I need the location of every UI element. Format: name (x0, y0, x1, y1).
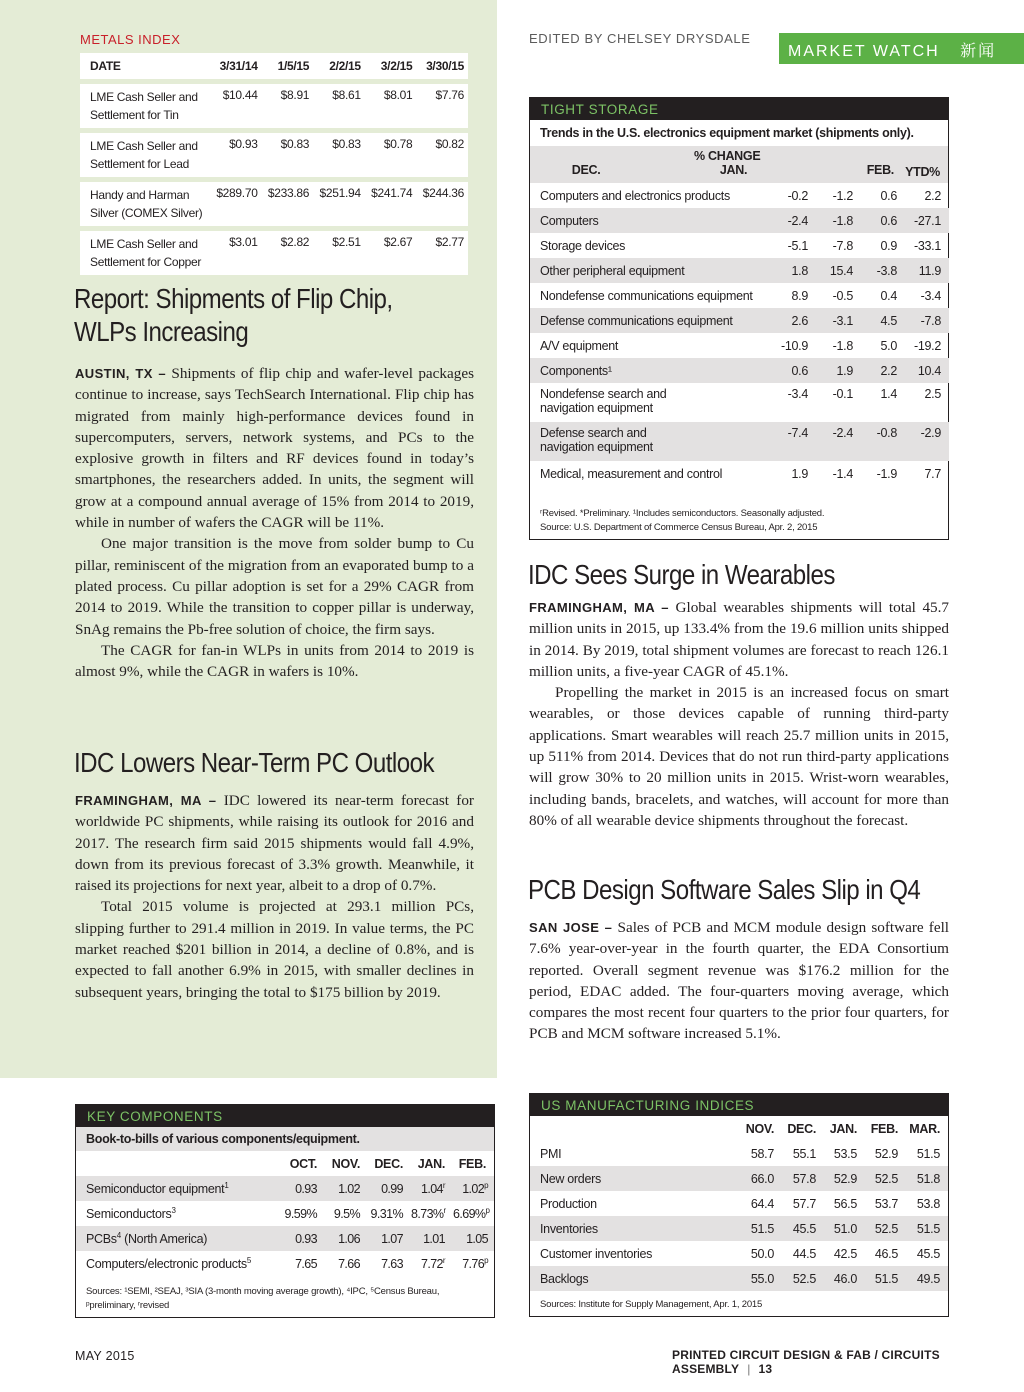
table-source: Source: U.S. Department of Commerce Census Bureau, Apr. 2, 2015 (540, 522, 818, 533)
table-cell: 51.5 (916, 1146, 940, 1161)
table-cell (407, 1226, 449, 1251)
table-title-bar: US MANUFACTURING INDICES (530, 1094, 948, 1116)
table-source: Sources: ¹SEMI, ²SEAJ, ³SIA (3-month moving average growth), ⁴IPC, ⁵Census Bureau, (86, 1286, 440, 1297)
table-title-bar: KEY COMPONENTS (76, 1105, 494, 1127)
row-label: Components¹ (530, 358, 758, 383)
table-cell: -2.9 (901, 422, 949, 461)
table-row (530, 308, 949, 333)
row-label-text: Semiconductor equipment (86, 1182, 225, 1197)
paragraph (75, 363, 474, 533)
row-label: Defense search and navigation equipment (530, 422, 758, 461)
footnote-marker: 4 (116, 1230, 121, 1240)
table-cell (449, 1176, 494, 1201)
table-cell: 55.1 (792, 1146, 816, 1161)
paragraph: Propelling the market in 2015 is an increased focus on smart wearables, or those devices capable of running third-party applications. Smart wearables will reach 25.7 million units in 2015, up 511% from 2014. Devices that do not run third-party applications will grow 30% to 20 million units in 2015. Wrist-worn wearables, including bands, bracelets, and watches, will account for more than 80% of all wearable device shipments throughout the forecast. (529, 684, 949, 829)
table-header-row (530, 146, 948, 183)
metals-cell: $0.82 (416, 128, 468, 177)
table-cell (449, 1226, 494, 1251)
table-cell: 0.4 (880, 288, 897, 303)
metals-header-cell: DATE (80, 53, 210, 79)
article-flip-chip-headline (74, 282, 393, 348)
table-cell: 56.5 (833, 1196, 857, 1211)
row-label: PMI (540, 1146, 562, 1161)
row-label: Computers (530, 208, 758, 233)
dateline: AUSTIN, TX – (75, 366, 166, 381)
cell-value: 7.65 (295, 1256, 317, 1271)
row-label: Medical, measurement and control (540, 466, 723, 481)
table-row (530, 383, 949, 422)
table-cell: 11.9 (901, 258, 949, 283)
cell-value: 9.59% (284, 1206, 317, 1221)
table-cell: -1.9 (876, 466, 897, 481)
table-cell: -2.4 (812, 422, 857, 461)
table-row (530, 258, 949, 283)
table-row (530, 1241, 948, 1266)
table-cell: 51.5 (734, 1216, 778, 1241)
table-cell: 1.8 (758, 258, 812, 283)
row-label: Computers and electronics products (540, 188, 730, 203)
metals-header-row (80, 53, 468, 79)
cell-value: 8.73% (411, 1207, 444, 1222)
table-cell: 45.5 (916, 1246, 940, 1261)
page-number: 13 (758, 1362, 773, 1376)
cell-status-marker: r (443, 1205, 446, 1215)
metals-row-label: LME Cash Seller and Settlement for Lead (80, 128, 210, 177)
table-row (530, 422, 949, 461)
table-cell: -7.4 (758, 422, 812, 461)
table-cell: -0.1 (832, 387, 853, 401)
table-row (530, 1266, 948, 1291)
table-row (530, 358, 949, 383)
table-cell: 66.0 (734, 1166, 778, 1191)
table-cell: 53.7 (874, 1196, 898, 1211)
row-label: Other peripheral equipment (530, 258, 758, 283)
table-cell: 2.6 (758, 308, 812, 333)
row-label: Production (540, 1196, 597, 1211)
table-cell: 52.5 (861, 1166, 902, 1191)
table-notes (530, 1298, 948, 1312)
metals-cell: $2.67 (365, 226, 417, 275)
table-notes (76, 1285, 494, 1313)
metals-header-cell: 1/5/15 (262, 53, 314, 79)
cell-value: 0.99 (381, 1181, 403, 1196)
footnote-marker: 1 (224, 1180, 229, 1190)
table-cell: -3.8 (857, 258, 901, 283)
metals-cell: $289.70 (210, 177, 262, 226)
table-cell (272, 1251, 321, 1276)
table-cell: 42.5 (833, 1246, 857, 1261)
metals-header-cell: 3/2/15 (365, 53, 417, 79)
paragraph-text: IDC lowered its near-term forecast for worldwide PC shipments, while raising its outlook for 2016 and 2017. The research firm said 2015 shipments would fall 4.9%, down from its previous forecast of 3.3% growth. Meanwhile, it raised its projections for next year, albeit to a drop of 0.7%. (75, 792, 474, 895)
col-header: JAN. (719, 163, 748, 177)
table-cell: -5.1 (787, 238, 808, 253)
metals-row (80, 128, 468, 177)
table-cell (407, 1201, 449, 1226)
row-label-text: Computers/electronic products (86, 1257, 247, 1272)
table-row (530, 333, 949, 358)
cell-status-marker: r (442, 1180, 445, 1190)
table-title-bar: TIGHT STORAGE (530, 98, 948, 120)
table-cell: 55.0 (734, 1266, 778, 1291)
article-pc-outlook-body (75, 790, 474, 1003)
metals-cell: $8.61 (313, 79, 365, 128)
paragraph: The CAGR for fan-in WLPs in units from 2014 to 2019 is almost 9%, while the CAGR in wafers is 10%. (75, 641, 474, 681)
col-header: JAN. (829, 1121, 857, 1136)
header-cols (552, 163, 894, 177)
metals-cell: $2.82 (262, 226, 314, 275)
table-cell (449, 1251, 494, 1276)
cell-value: 9.31% (370, 1206, 403, 1221)
metals-cell: $2.51 (313, 226, 365, 275)
table-cell: 64.4 (750, 1196, 774, 1211)
headline-line: Report: Shipments of Flip Chip, (74, 283, 393, 314)
row-label-suffix: (North America) (120, 1232, 208, 1247)
editor-credit: EDITED BY CHELSEY DRYSDALE (529, 31, 751, 46)
row-label: Defense communications equipment (530, 308, 758, 333)
metals-cell: $244.36 (416, 177, 468, 226)
table-notes (530, 507, 948, 535)
table-cell: 1.9 (791, 466, 808, 481)
cell-value: 1.05 (466, 1231, 488, 1246)
col-header: OCT. (289, 1156, 317, 1171)
table-cell: -27.1 (901, 208, 949, 233)
metals-row (80, 226, 468, 275)
cell-value: 7.66 (338, 1256, 360, 1271)
table-cell: 8.9 (791, 288, 808, 303)
metals-cell: $8.01 (365, 79, 417, 128)
metals-cell: $7.76 (416, 79, 468, 128)
table-cell: 52.9 (874, 1146, 898, 1161)
table-cell: -0.8 (857, 422, 901, 461)
table-cell: 0.6 (758, 358, 812, 383)
col-header: DEC. (571, 163, 601, 177)
table-subtitle: Book-to-bills of various components/equipment. (76, 1127, 494, 1151)
table-cell (272, 1226, 321, 1251)
cell-status-marker: p (484, 1255, 488, 1265)
table-cell: 53.5 (833, 1146, 857, 1161)
table-cell: 51.5 (902, 1216, 948, 1241)
table-cell: 2.2 (924, 188, 941, 203)
table-cell: 51.5 (861, 1266, 902, 1291)
table-cell: -0.2 (787, 188, 808, 203)
table-cell: 2.5 (924, 387, 941, 401)
col-header: MAR. (909, 1121, 940, 1136)
col-header: DEC. (374, 1156, 403, 1171)
metals-cell: $8.91 (262, 79, 314, 128)
cell-status-marker: p (484, 1180, 488, 1190)
table-cell: -19.2 (914, 338, 941, 353)
cell-value: 7.72 (420, 1257, 443, 1272)
metals-row-label: LME Cash Seller and Settlement for Tin (80, 79, 210, 128)
article-pcb-software-headline: PCB Design Software Sales Slip in Q4 (528, 874, 921, 905)
table-cell (449, 1201, 494, 1226)
table-cell: -33.1 (914, 238, 941, 253)
metals-header-cell: 2/2/15 (313, 53, 365, 79)
table-cell: -7.8 (901, 308, 949, 333)
table-cell: 52.9 (820, 1166, 861, 1191)
pct-change-label: % CHANGE (694, 149, 761, 163)
table-cell: -3.1 (812, 308, 857, 333)
tight-storage-table (530, 146, 948, 183)
row-label: Backlogs (530, 1266, 734, 1291)
metals-row (80, 79, 468, 128)
table-cell: 1.9 (812, 358, 857, 383)
article-wearables-body (529, 597, 949, 831)
article-wearables-headline: IDC Sees Surge in Wearables (528, 559, 835, 590)
metals-row (80, 177, 468, 226)
metals-cell: $241.74 (365, 177, 417, 226)
key-components-table (76, 1151, 494, 1276)
table-cell: -2.4 (758, 208, 812, 233)
table-cell: 46.5 (874, 1246, 898, 1261)
table-cell: -0.5 (832, 288, 853, 303)
cell-value: 6.69% (453, 1207, 486, 1222)
cell-value: 0.93 (295, 1231, 317, 1246)
metals-cell: $233.86 (262, 177, 314, 226)
table-cell (321, 1251, 364, 1276)
table-cell: 2.2 (857, 358, 901, 383)
table-cell (321, 1226, 364, 1251)
table-source: Sources: Institute for Supply Management, Apr. 1, 2015 (540, 1299, 763, 1310)
table-cell: -1.8 (832, 338, 853, 353)
publication-footer (672, 1348, 1024, 1376)
table-row (530, 1141, 948, 1166)
table-cell: 1.4 (880, 387, 897, 401)
metals-cell: $10.44 (210, 79, 262, 128)
dateline: SAN JOSE – (529, 920, 613, 935)
cell-status-marker: r (442, 1255, 445, 1265)
dateline: FRAMINGHAM, MA – (75, 793, 217, 808)
dateline: FRAMINGHAM, MA – (529, 600, 669, 615)
table-row (530, 1191, 948, 1216)
row-label-text: Semiconductors (86, 1207, 172, 1222)
col-header: JAN. (417, 1156, 445, 1171)
table-cell: 10.4 (901, 358, 949, 383)
table-row (530, 1216, 948, 1241)
table-row (76, 1176, 494, 1201)
cell-status-marker: p (485, 1205, 490, 1215)
us-manufacturing-table (530, 1116, 948, 1291)
table-cell (321, 1201, 364, 1226)
col-header: FEB. (458, 1156, 486, 1171)
section-title-cn: 新闻 (960, 43, 997, 60)
table-cell: 7.7 (924, 466, 941, 481)
col-header: YTD% (898, 146, 948, 183)
table-cell: 52.5 (861, 1216, 902, 1241)
table-row (530, 183, 949, 208)
row-label: Inventories (530, 1216, 734, 1241)
row-label: Storage devices (540, 238, 626, 253)
table-cell: 52.5 (778, 1266, 820, 1291)
table-cell: -7.8 (832, 238, 853, 253)
tight-storage-table-box (529, 97, 949, 540)
table-cell: 46.0 (820, 1266, 861, 1291)
table-cell (364, 1176, 407, 1201)
table-header-row (530, 1116, 948, 1141)
row-label: New orders (530, 1166, 734, 1191)
metals-cell: $0.83 (313, 128, 365, 177)
us-manufacturing-table-box (529, 1093, 949, 1317)
metals-cell: $3.01 (210, 226, 262, 275)
table-header-row (76, 1151, 494, 1176)
cell-value: 1.07 (381, 1231, 403, 1246)
table-cell: -1.2 (832, 188, 853, 203)
table-row (530, 461, 949, 486)
metals-header-cell: 3/30/15 (416, 53, 468, 79)
table-row (530, 1166, 948, 1191)
row-label (76, 1226, 272, 1251)
table-cell: 49.5 (902, 1266, 948, 1291)
table-cell: 15.4 (812, 258, 857, 283)
paragraph: One major transition is the move from solder bump to Cu pillar, reminiscent of the migration from an evaporated bump to a plated process. Cu pillar adoption is set for a 29% CAGR from 2014 to 2019. While the transition to copper pillar is underway, SnAg remains the Pb-free solution of choice, the firm says. (75, 535, 474, 638)
table-cell: 57.7 (792, 1196, 816, 1211)
table-subtitle: Trends in the U.S. electronics equipment market (shipments only). (540, 126, 914, 140)
row-label-text: PCBs (86, 1232, 117, 1247)
table-cell: 45.5 (778, 1216, 820, 1241)
row-label (76, 1251, 272, 1276)
cell-value: 1.02 (338, 1181, 360, 1196)
table-row (530, 233, 949, 258)
metals-row-label: LME Cash Seller and Settlement for Copper (80, 226, 210, 275)
table-cell (407, 1176, 449, 1201)
cell-value: 7.76 (462, 1257, 485, 1272)
table-cell (364, 1201, 407, 1226)
headline-line: WLPs Increasing (74, 316, 249, 347)
col-header: NOV. (745, 1121, 774, 1136)
table-note: ᵖpreliminary, ʳrevised (86, 1300, 170, 1311)
section-title: MARKET WATCH (788, 43, 940, 60)
table-cell: 44.5 (792, 1246, 816, 1261)
table-cell: 58.7 (750, 1146, 774, 1161)
row-label (76, 1201, 272, 1226)
table-cell: -1.4 (832, 466, 853, 481)
table-row (530, 283, 949, 308)
metals-index-table (80, 53, 468, 275)
table-cell (321, 1176, 364, 1201)
cell-value: 1.02 (462, 1182, 485, 1197)
table-cell: -3.4 (787, 387, 808, 401)
table-cell (364, 1226, 407, 1251)
divider: | (747, 1362, 751, 1376)
metals-cell: $251.94 (313, 177, 365, 226)
table-cell (407, 1251, 449, 1276)
row-label: Customer inventories (540, 1246, 653, 1261)
table-row (76, 1201, 494, 1226)
cell-value: 1.06 (338, 1231, 360, 1246)
table-cell (272, 1176, 321, 1201)
cell-value: 0.93 (295, 1181, 317, 1196)
footnote-marker: 3 (171, 1205, 176, 1215)
footnote-marker: 5 (246, 1255, 251, 1265)
row-label: Nondefense communications equipment (540, 288, 753, 303)
table-note: ʳRevised. *Preliminary. ¹Includes semiconductors. Seasonally adjusted. (540, 508, 825, 519)
header-spacer (530, 146, 548, 183)
table-cell: 57.8 (778, 1166, 820, 1191)
paragraph-text: Shipments of flip chip and wafer-level packages continue to increase, says TechSearch International. Flip chip has migrated from mainly high-performance devices found in supercomputers, servers, network systems, and PCs to the explosive growth in filters and RF devices found in today’s smartphones, the researchers added. In units, the segment will grow at a compound annual average of 15% from 2014 to 2019, while in number of wafers the CAGR will be 11%. (75, 365, 474, 532)
col-header: FEB. (870, 1121, 898, 1136)
publication-name: PRINTED CIRCUIT DESIGN & FAB / CIRCUITS ASSEMBLY (672, 1348, 940, 1376)
table-cell: 0.6 (880, 188, 897, 203)
table-cell: 5.0 (880, 338, 897, 353)
table-cell: -10.9 (781, 338, 808, 353)
paragraph (529, 597, 949, 682)
metals-cell: $0.93 (210, 128, 262, 177)
table-cell: 51.0 (820, 1216, 861, 1241)
metals-cell: $0.78 (365, 128, 417, 177)
paragraph-text: Global wearables shipments will total 45.7 million units in 2015, up 133.4% from the 19.6 million units shipped in 2014. By 2019, total shipment volumes are forecast to reach 126.1 million units, a five-year CAGR of 45.1%. (529, 599, 950, 680)
col-header: FEB. (866, 163, 894, 177)
metals-row-label: Handy and Harman Silver (COMEX Silver) (80, 177, 210, 226)
paragraph-text: Sales of PCB and MCM module design software fell 7.6% year-over-year in the fourth quarter, the EDA Consortium reported. Overall segment revenue was $176.2 million for the period, EDAC added. The four-quarters moving average, which compares the most recent four quarters to the prior four quarters, for PCB and MCM software increased 5.1%. (529, 919, 950, 1043)
table-cell: 4.5 (857, 308, 901, 333)
metals-cell: $0.83 (262, 128, 314, 177)
metals-cell: $2.77 (416, 226, 468, 275)
key-components-table-box (75, 1104, 495, 1318)
metals-header-cell: 3/31/14 (210, 53, 262, 79)
table-cell: 53.8 (916, 1196, 940, 1211)
table-cell: 0.9 (880, 238, 897, 253)
table-row (76, 1251, 494, 1276)
col-header: NOV. (331, 1156, 360, 1171)
paragraph: Total 2015 volume is projected at 293.1 million PCs, slipping further to 291.4 million in 2019. In value terms, the PC market reached $201 billion in 2014, a decline of 0.8%, and is expected to fall another 6.9% in 2015, with smaller declines in subsequent years, bringing the total to $175 billion by 2019. (75, 898, 474, 1001)
section-tag (779, 33, 1024, 64)
row-label: A/V equipment (540, 338, 619, 353)
tight-storage-body (530, 183, 949, 486)
cell-value: 7.63 (381, 1256, 403, 1271)
table-row (530, 208, 949, 233)
metals-index-title: METALS INDEX (80, 32, 181, 47)
table-cell: -3.4 (920, 288, 941, 303)
table-cell: -1.8 (812, 208, 857, 233)
col-header: DEC. (787, 1121, 816, 1136)
table-cell: 50.0 (750, 1246, 774, 1261)
paragraph (529, 917, 949, 1045)
cell-value: 1.01 (423, 1231, 445, 1246)
table-cell: 0.6 (857, 208, 901, 233)
table-cell: 51.8 (902, 1166, 948, 1191)
table-cell (364, 1251, 407, 1276)
article-flip-chip-body (75, 363, 474, 682)
article-pcb-software-body (529, 917, 949, 1045)
article-pc-outlook-headline: IDC Lowers Near-Term PC Outlook (74, 747, 435, 778)
header-spacer (530, 1116, 734, 1141)
issue-date: MAY 2015 (75, 1349, 135, 1363)
paragraph (75, 790, 474, 896)
row-label: Nondefense search and navigation equipment (540, 387, 667, 415)
header-spacer (76, 1151, 272, 1176)
cell-value: 9.5% (333, 1206, 360, 1221)
cell-value: 1.04 (420, 1182, 443, 1197)
table-cell (272, 1201, 321, 1226)
table-row (76, 1226, 494, 1251)
row-label (76, 1176, 272, 1201)
header-group (548, 146, 898, 183)
